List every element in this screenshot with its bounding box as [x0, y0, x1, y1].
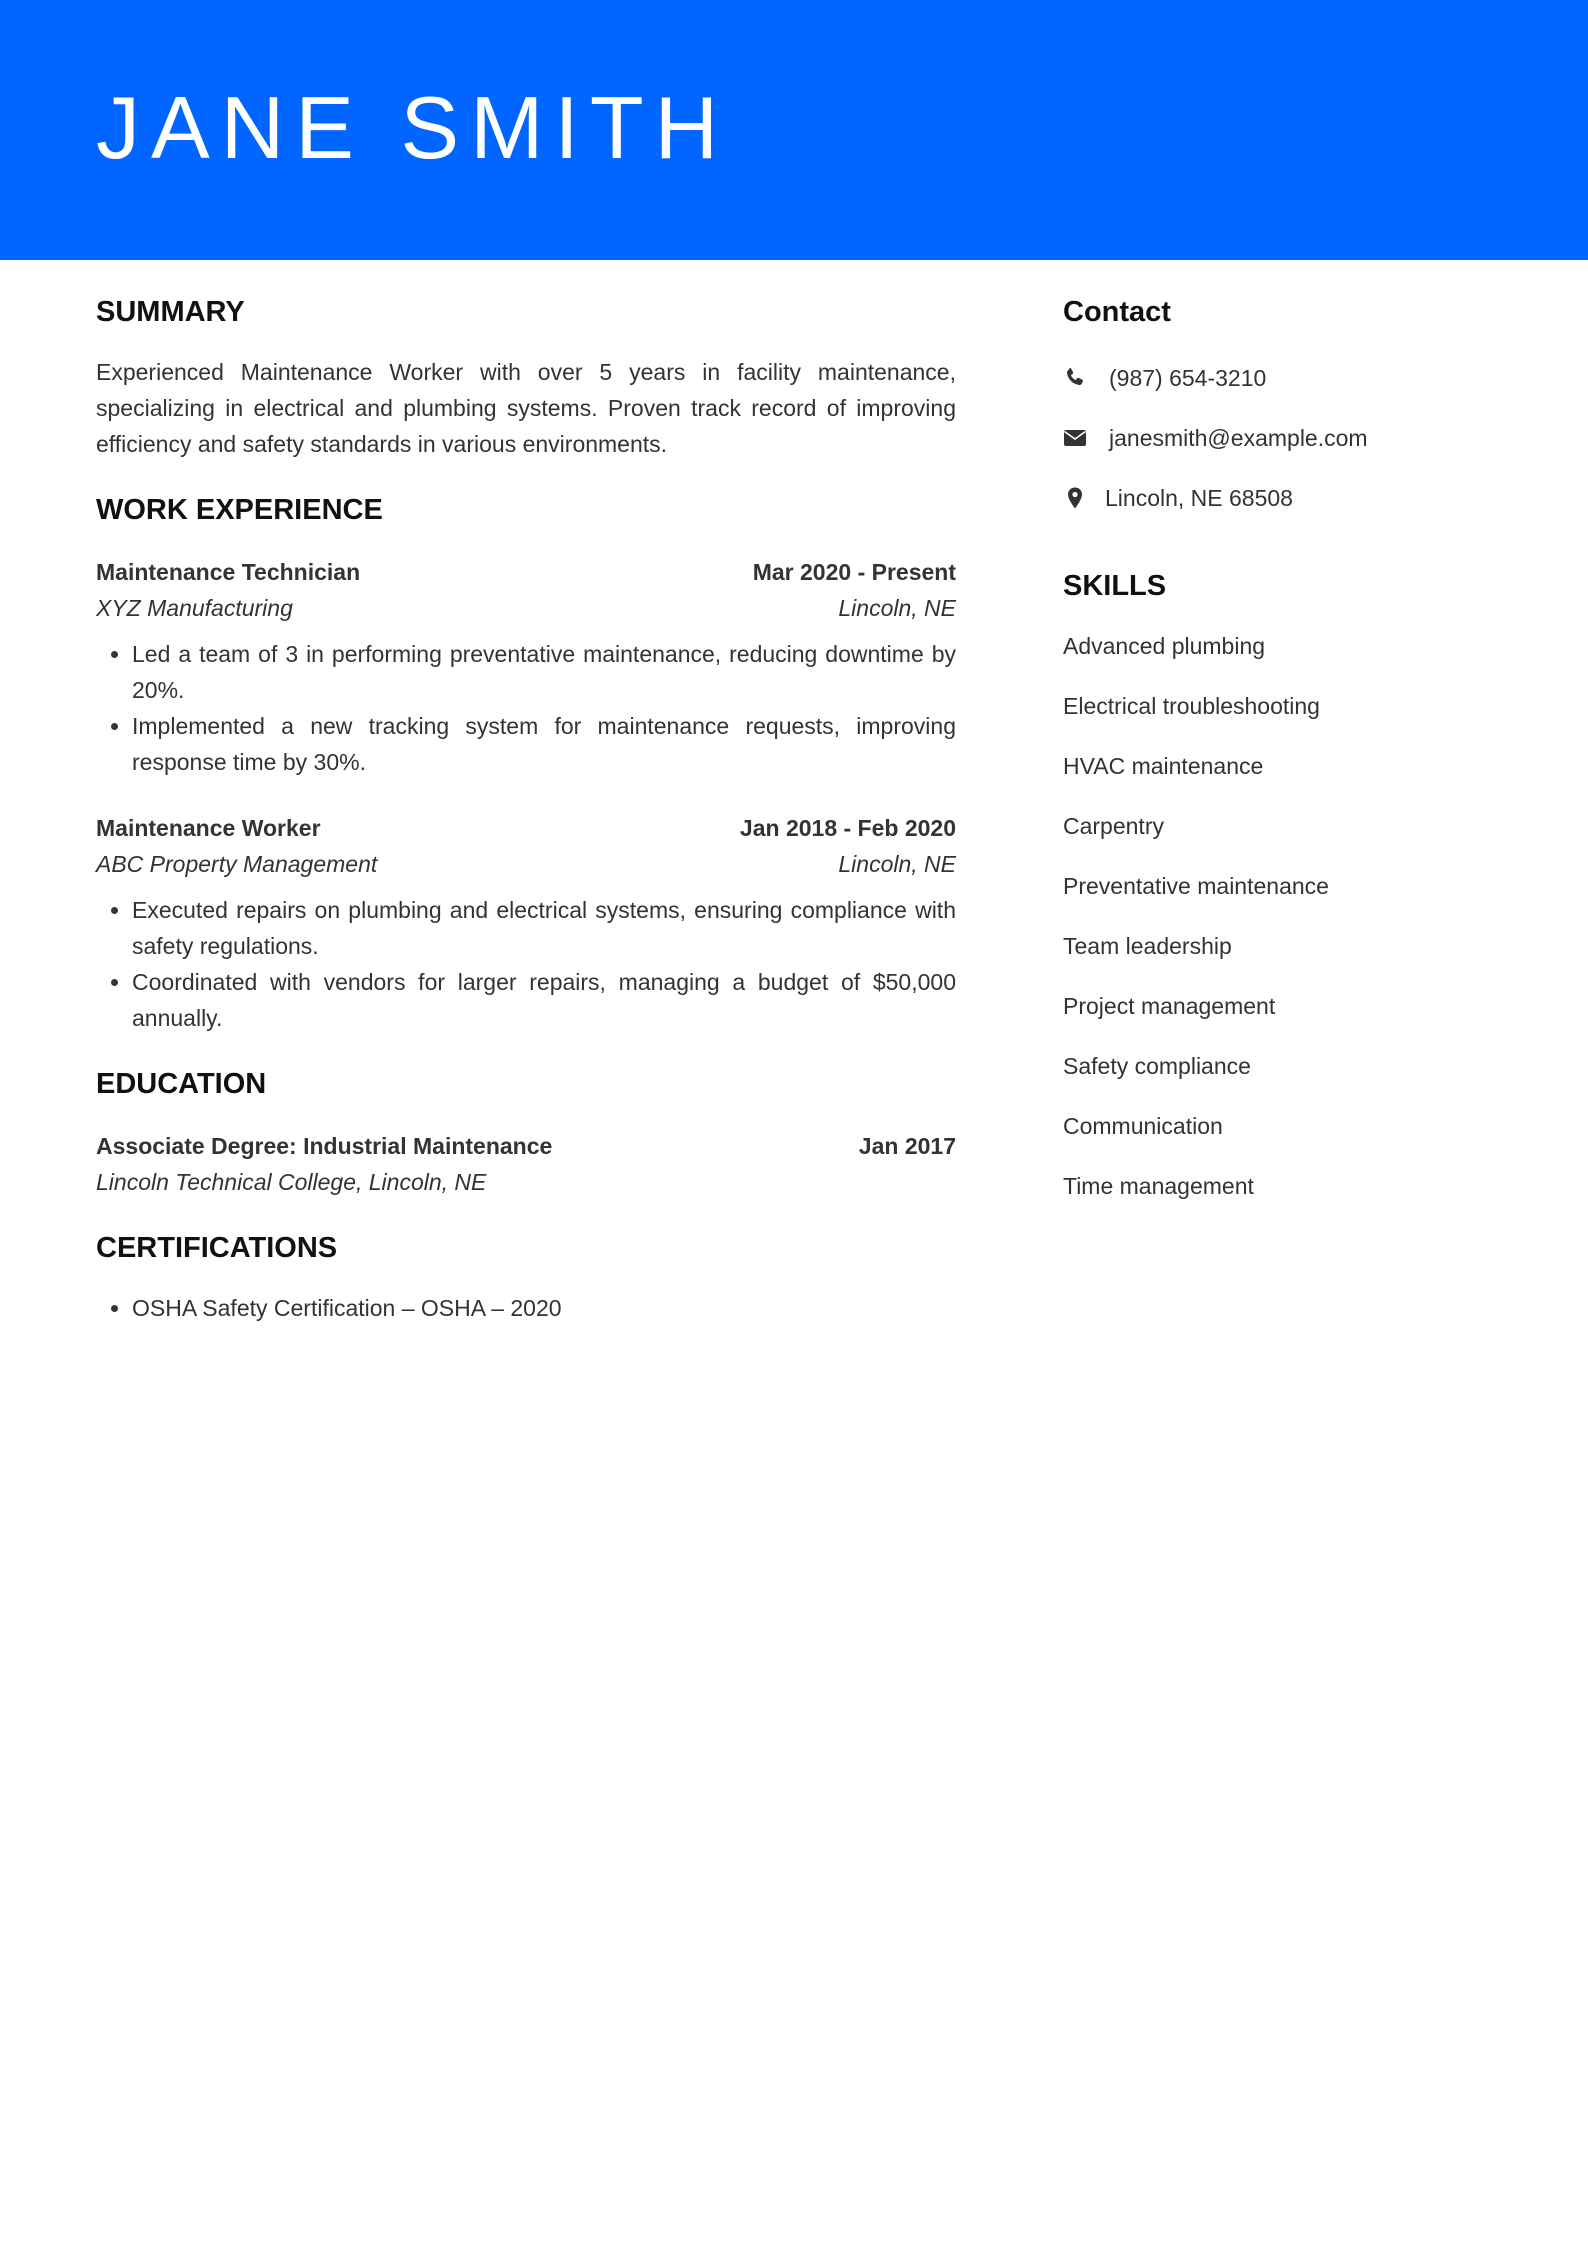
job-bullet: • Executed repairs on plumbing and electrical systems, ensuring compliance with safety regulations.	[132, 892, 956, 964]
certification-item: • OSHA Safety Certification – OSHA – 2020	[132, 1290, 956, 1326]
summary-text: Experienced Maintenance Worker with over 5 years in facility maintenance, specializing in electrical and plumbing systems. Proven track record of improving efficiency and safety standards in various environments.	[96, 359, 956, 457]
job-title: Maintenance Technician	[96, 559, 361, 585]
skill-item: Communication	[1063, 1113, 1223, 1139]
skill-item: Advanced plumbing	[1063, 633, 1266, 659]
email-address[interactable]: janesmith@example.com	[1109, 424, 1368, 451]
skill-item: Time management	[1063, 1173, 1254, 1199]
job-location: Lincoln, NE	[838, 851, 956, 877]
envelope-icon	[1063, 426, 1087, 450]
job-bullet: • Coordinated with vendors for larger repairs, managing a budget of $50,000 annually.	[132, 964, 956, 1036]
skill-item: Team leadership	[1063, 933, 1232, 959]
skills-section	[1063, 566, 1503, 1204]
summary-section	[96, 292, 956, 462]
skill-item: Safety compliance	[1063, 1053, 1251, 1079]
education-entry	[96, 1128, 956, 1200]
sidebar-column	[1063, 292, 1503, 1228]
skills-heading: SKILLS	[1063, 570, 1167, 602]
map-pin-icon	[1063, 486, 1087, 510]
main-column	[96, 292, 956, 1326]
skill-list	[1063, 628, 1503, 1204]
skill-item: Carpentry	[1063, 813, 1164, 839]
job-entry	[96, 810, 956, 1036]
location-text: Lincoln, NE 68508	[1105, 484, 1293, 511]
degree-title: Associate Degree: Industrial Maintenance	[96, 1133, 553, 1159]
job-bullets	[96, 636, 956, 780]
work-experience-heading: WORK EXPERIENCE	[96, 494, 383, 526]
job-bullet: • Led a team of 3 in performing preventative maintenance, reducing downtime by 20%.	[132, 636, 956, 708]
degree-date: Jan 2017	[858, 1133, 956, 1159]
certifications-section	[96, 1228, 956, 1326]
job-location: Lincoln, NE	[838, 595, 956, 621]
contact-section	[1063, 292, 1503, 516]
work-experience-section	[96, 490, 956, 1036]
candidate-name: JANE SMITH	[96, 78, 730, 177]
job-bullet: • Implemented a new tracking system for maintenance requests, improving response time by 30%.	[132, 708, 956, 780]
job-title: Maintenance Worker	[96, 815, 321, 841]
education-section	[96, 1064, 956, 1200]
phone-number[interactable]: (987) 654-3210	[1109, 364, 1267, 391]
job-bullets	[96, 892, 956, 1036]
contact-location	[1063, 480, 1503, 516]
job-entry	[96, 554, 956, 780]
job-dates: Mar 2020 - Present	[752, 559, 956, 585]
skill-item: HVAC maintenance	[1063, 753, 1264, 779]
contact-email	[1063, 420, 1503, 456]
skill-item: Preventative maintenance	[1063, 873, 1329, 899]
school-name: Lincoln Technical College, Lincoln, NE	[96, 1169, 487, 1195]
contact-phone	[1063, 360, 1503, 396]
phone-icon	[1063, 366, 1087, 390]
header-banner	[0, 0, 1588, 260]
skill-item: Electrical troubleshooting	[1063, 693, 1320, 719]
contact-heading: Contact	[1063, 296, 1171, 328]
education-heading: EDUCATION	[96, 1068, 267, 1100]
job-dates: Jan 2018 - Feb 2020	[739, 815, 956, 841]
certifications-heading: CERTIFICATIONS	[96, 1232, 338, 1264]
job-company: ABC Property Management	[96, 851, 378, 877]
job-company: XYZ Manufacturing	[96, 595, 293, 621]
skill-item: Project management	[1063, 993, 1276, 1019]
summary-heading: SUMMARY	[96, 296, 245, 328]
certification-list	[96, 1290, 956, 1326]
